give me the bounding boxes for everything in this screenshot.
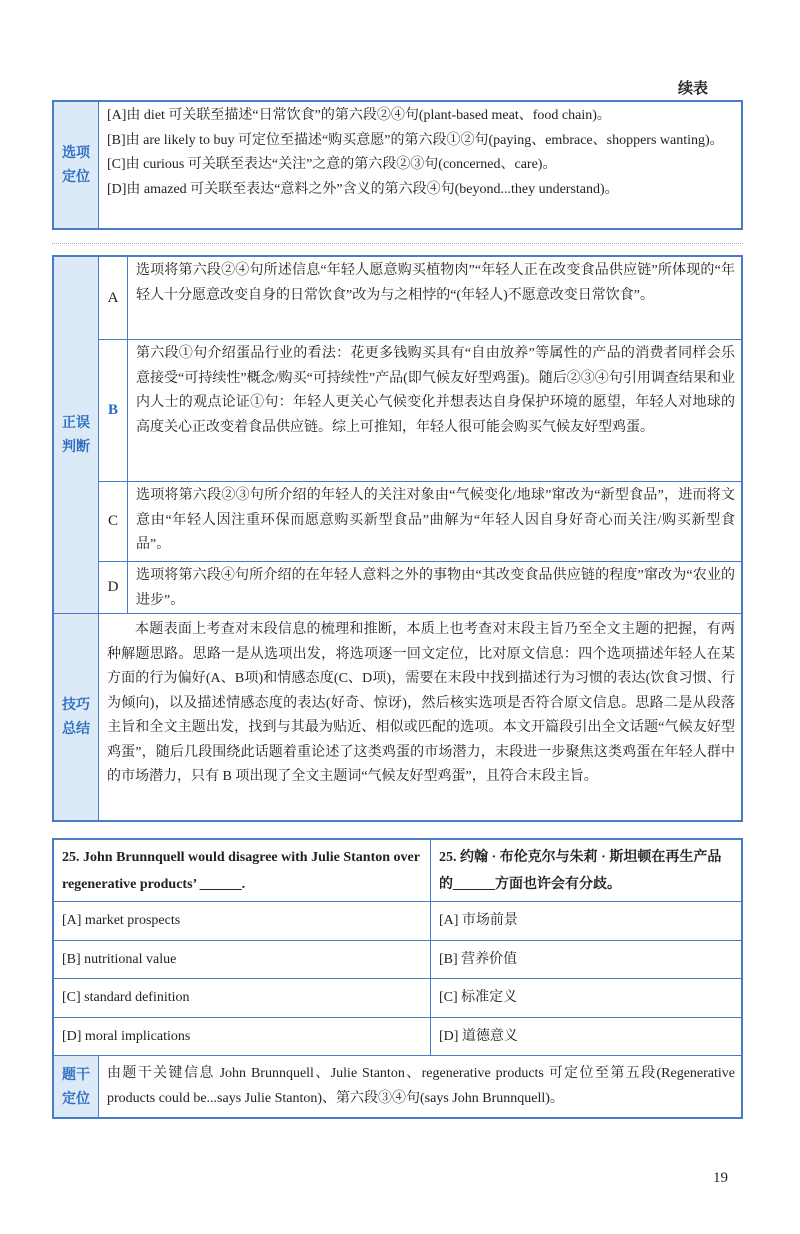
- option-letter: A: [99, 257, 128, 339]
- judge-text: 选项将第六段②④句所述信息“年轻人愿意购买植物肉”“年轻人正在改变食品供应链”所体现的“年轻人十分愿意改变自身的日常饮食”改为与之相悖的“(年轻人)不愿意改变日常饮食”。: [136, 263, 735, 303]
- option-zh: [D] 道德意义: [439, 1028, 518, 1044]
- section-label: 题干定位: [54, 1056, 99, 1117]
- judge-text: 选项将第六段②③句所介绍的年轻人的关注对象由“气候变化/地球”窜改为“新型食品”，进而将文意由“年轻人因注重环保而愿意购买新型食品”曲解为“年轻人因自身好奇心而关注/购买新型食品”。: [136, 488, 735, 552]
- question-row: [54, 840, 741, 902]
- stem-location-row: [54, 1056, 741, 1117]
- option-en: [C] standard definition: [54, 979, 431, 1017]
- option-letter: B: [99, 340, 128, 481]
- option-en: [A] market prospects: [54, 902, 431, 940]
- question-en: 25. John Brunnquell would disagree with Julie Stanton over regenerative products’ ______.: [54, 840, 431, 901]
- option-zh: [C] 标准定义: [439, 990, 518, 1006]
- option-zh: [A] 市场前景: [439, 913, 518, 929]
- locate-line-d: [D]由 amazed 可关联至表达“意料之外”含义的第六段④句(beyond...they understand)。: [107, 181, 619, 197]
- judge-row-d: [99, 562, 741, 613]
- option-row: [54, 979, 741, 1018]
- divider: [52, 243, 743, 244]
- section-label: 选项定位: [54, 102, 99, 228]
- judge-row-a: [99, 257, 741, 340]
- option-row: [54, 902, 741, 941]
- judge-text: 选项将第六段④句所介绍的在年轻人意料之外的事物由“其改变食品供应链的程度”窜改为“农业的进步”。: [136, 568, 735, 608]
- locate-line-b: [B]由 are likely to buy 可定位至描述“购买意愿”的第六段①②句(paying、embrace、shoppers wanting)。: [107, 132, 724, 148]
- option-row: [54, 1018, 741, 1057]
- section-label: 技巧总结: [54, 614, 99, 820]
- locate-line-a: [A]由 diet 可关联至描述“日常饮食”的第六段②④句(plant-based meat、food chain)。: [107, 108, 611, 123]
- judge-row-b: [99, 340, 741, 482]
- option-letter: D: [99, 562, 128, 613]
- option-location-box: [52, 100, 743, 230]
- judge-text: 第六段①句介绍蛋品行业的看法：花更多钱购买具有“自由放养”等属性的产品的消费者同样会乐意接受“可持续性”概念/购买“可持续性”产品(即气候友好型鸡蛋)。随后②③④句引用调查结果和业内人士的观点论证①句：年轻人更关心气候变化并想表达自身保护环境的愿望，年轻人对地球的高度关心正改变着食品供应链。综上可推知，年轻人很可能会购买气候友好型鸡蛋。: [136, 346, 735, 435]
- continued-label: 续表: [677, 79, 708, 97]
- judge-row-c: [99, 482, 741, 562]
- option-letter: C: [99, 482, 128, 561]
- page-number: 19: [713, 1170, 728, 1186]
- question-zh: 25. 约翰 · 布伦克尔与朱莉 · 斯坦顿在再生产品的______方面也许会有分歧。: [439, 849, 722, 892]
- skill-text: 本题表面上考查对末段信息的梳理和推断，本质上也考查对末段主旨乃至全文主题的把握，有两种解题思路。思路一是从选项出发，将选项逐一回文定位，比对原文信息：四个选项描述年轻人在某方面的行为偏好(A、B项)和情感态度(C、D项)，需要在末段中找到描述行为习惯的表达(饮食习惯、行为倾向)，以及描述情感态度的表达(好奇、惊讶)，然后核实选项是否符合原文信息。思路二是从段落主旨和全文主题出发，找到与其最为贴近、相似或匹配的选项。本文开篇段引出全文话题“气候友好型鸡蛋”，随后几段围绕此话题着重论述了这类鸡蛋的市场潜力，末段进一步聚焦这类鸡蛋在年轻人群中的市场潜力，只有 B 项出现了全文主题词“气候友好型鸡蛋”，且符合末段主旨。: [107, 622, 735, 784]
- section-label: 正误判断: [54, 257, 99, 613]
- judgement-box: [52, 255, 743, 822]
- option-en: [B] nutritional value: [54, 941, 431, 979]
- option-row: [54, 941, 741, 980]
- option-en: [D] moral implications: [54, 1018, 431, 1056]
- stem-text: 由题干关键信息 John Brunnquell、Julie Stanton、regenerative products 可定位至第五段(Regenerative products could be...says Julie Stanton)、第六段③④句(says John Brunnquell)。: [107, 1066, 735, 1106]
- option-zh: [B] 营养价值: [439, 951, 518, 967]
- locate-line-c: [C]由 curious 可关联至表达“关注”之意的第六段②③句(concerned、care)。: [107, 157, 557, 172]
- question-table: [52, 838, 743, 1119]
